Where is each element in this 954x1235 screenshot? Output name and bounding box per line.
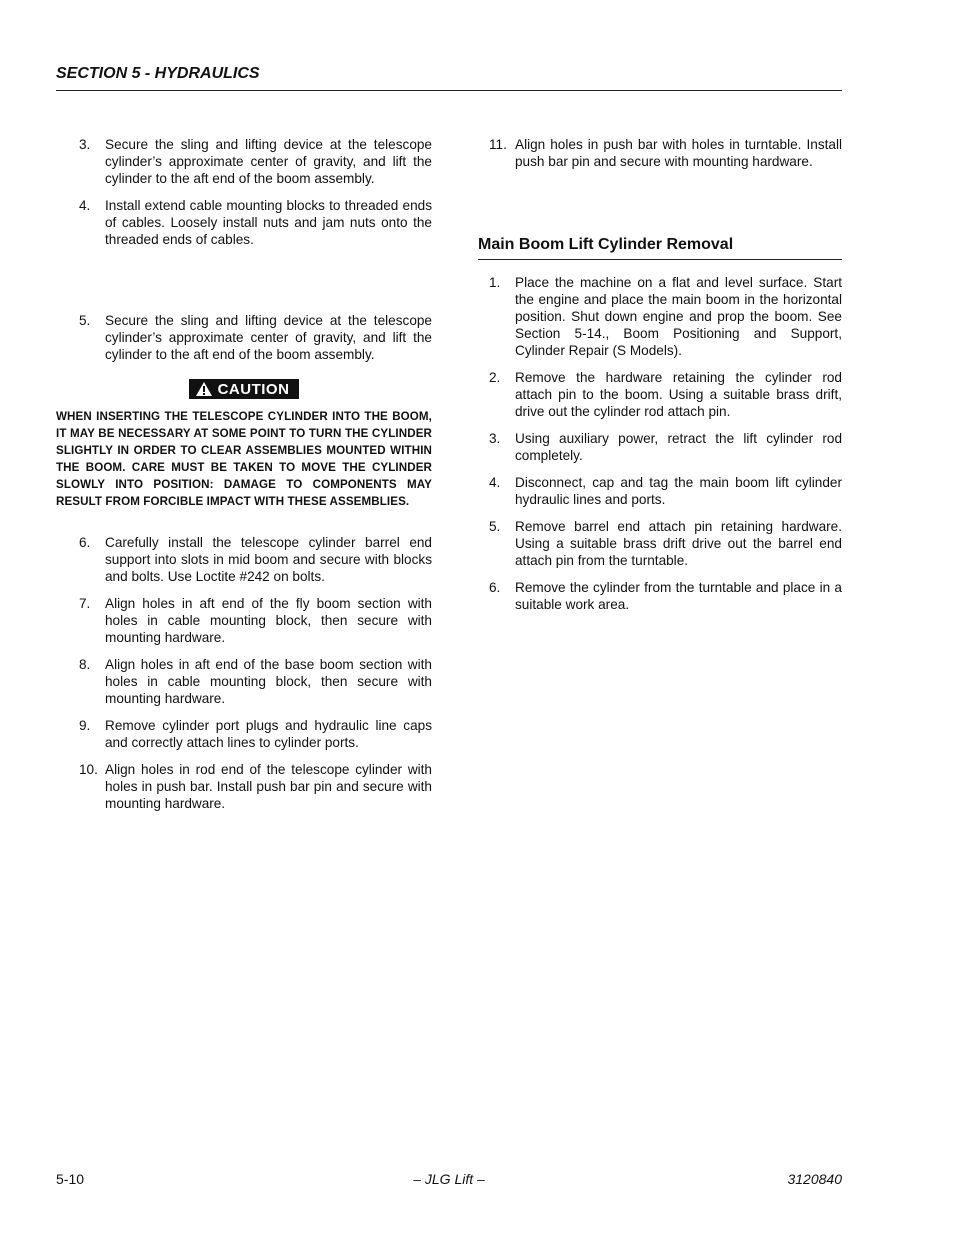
step-item xyxy=(480,136,842,170)
section-title: SECTION 5 - HYDRAULICS xyxy=(56,65,260,82)
step-number: 7. xyxy=(79,596,91,611)
step-number: 8. xyxy=(79,657,91,672)
step-text: Remove cylinder port plugs and hydraulic line caps and correctly attach lines to cylinder ports. xyxy=(105,718,432,750)
step-item xyxy=(70,534,432,585)
caution-label: CAUTION xyxy=(217,380,290,398)
step-item xyxy=(70,197,432,248)
step-item xyxy=(70,595,432,646)
step-text: Install extend cable mounting blocks to threaded ends of cables. Loosely install nuts and jam nuts onto the threaded ends of cables. xyxy=(105,198,432,247)
step-text: Align holes in aft end of the fly boom section with holes in cable mounting block, then secure with mounting hardware. xyxy=(105,596,432,645)
step-text: Remove barrel end attach pin retaining hardware. Using a suitable brass drift drive out the barrel end attach pin from the turntable. xyxy=(515,519,842,568)
step-text: Place the machine on a flat and level surface. Start the engine and place the main boom in the horizontal position. Shut down engine and prop the boom. See Section 5-14., Boom Positioning and Support, Cylinder Repair (S Models). xyxy=(515,275,842,358)
step-item xyxy=(70,312,432,363)
step-number: 9. xyxy=(79,718,91,733)
document-number: 3120840 xyxy=(787,1171,842,1187)
step-item xyxy=(480,579,842,613)
step-text: Carefully install the telescope cylinder barrel end support into slots in mid boom and secure with blocks and bolts. Use Loctite #242 on bolts. xyxy=(105,535,432,584)
step-text: Remove the cylinder from the turntable and place in a suitable work area. xyxy=(515,580,842,612)
step-number: 3. xyxy=(79,137,91,152)
step-number: 10. xyxy=(79,762,98,777)
caution-text: WHEN INSERTING THE TELESCOPE CYLINDER INTO THE BOOM, IT MAY BE NECESSARY AT SOME POINT TO TURN THE CYLINDER SLIGHTLY IN ORDER TO CLEAR ASSEMBLIES MOUNTED WITHIN THE BOOM. CARE MUST BE TAKEN TO MOVE THE CYLINDER SLOWLY INTO POSITION: DAMAGE TO COMPONENTS MAY RESULT FROM FORCIBLE IMPACT WITH THESE ASSEMBLIES. xyxy=(56,410,432,508)
step-text: Align holes in push bar with holes in turntable. Install push bar pin and secure with mounting hardware. xyxy=(515,137,842,169)
step-text: Secure the sling and lifting device at the telescope cylinder’s approximate center of gravity, and lift the cylinder to the aft end of the boom assembly. xyxy=(105,313,432,362)
step-text: Secure the sling and lifting device at the telescope cylinder’s approximate center of gravity, and lift the cylinder to the aft end of the boom assembly. xyxy=(105,137,432,186)
step-item xyxy=(480,430,842,464)
step-item xyxy=(70,717,432,751)
caution-badge xyxy=(189,379,300,399)
step-number: 4. xyxy=(79,198,91,213)
step-number: 4. xyxy=(489,475,501,490)
right-column xyxy=(480,136,842,623)
step-item xyxy=(70,136,432,187)
step-number: 1. xyxy=(489,275,501,290)
step-item xyxy=(480,274,842,359)
step-text: Align holes in aft end of the base boom section with holes in cable mounting block, then secure with mounting hardware. xyxy=(105,657,432,706)
warning-icon xyxy=(195,381,213,397)
step-number: 11. xyxy=(489,137,507,152)
step-number: 6. xyxy=(79,535,91,550)
step-item xyxy=(480,369,842,420)
page-header xyxy=(56,64,842,91)
step-item xyxy=(480,474,842,508)
step-number: 6. xyxy=(489,580,501,595)
left-column xyxy=(56,136,432,822)
step-text: Remove the hardware retaining the cylinder rod attach pin to the boom. Using a suitable brass drift, drive out the cylinder rod attach pin. xyxy=(515,370,842,419)
step-item xyxy=(70,761,432,812)
step-text: Align holes in rod end of the telescope cylinder with holes in push bar. Install push bar pin and secure with mounting hardware. xyxy=(105,762,432,811)
page-number: 5-10 xyxy=(56,1171,85,1187)
step-text: Using auxiliary power, retract the lift cylinder rod completely. xyxy=(515,431,842,463)
subsection-heading: Main Boom Lift Cylinder Removal xyxy=(478,235,842,260)
footer-brand: – JLG Lift – xyxy=(413,1171,485,1187)
caution-header xyxy=(56,379,432,402)
step-number: 2. xyxy=(489,370,501,385)
step-number: 5. xyxy=(489,519,501,534)
step-number: 3. xyxy=(489,431,501,446)
step-text: Disconnect, cap and tag the main boom lift cylinder hydraulic lines and ports. xyxy=(515,475,842,507)
step-item xyxy=(480,518,842,569)
step-number: 5. xyxy=(79,313,91,328)
step-item xyxy=(70,656,432,707)
